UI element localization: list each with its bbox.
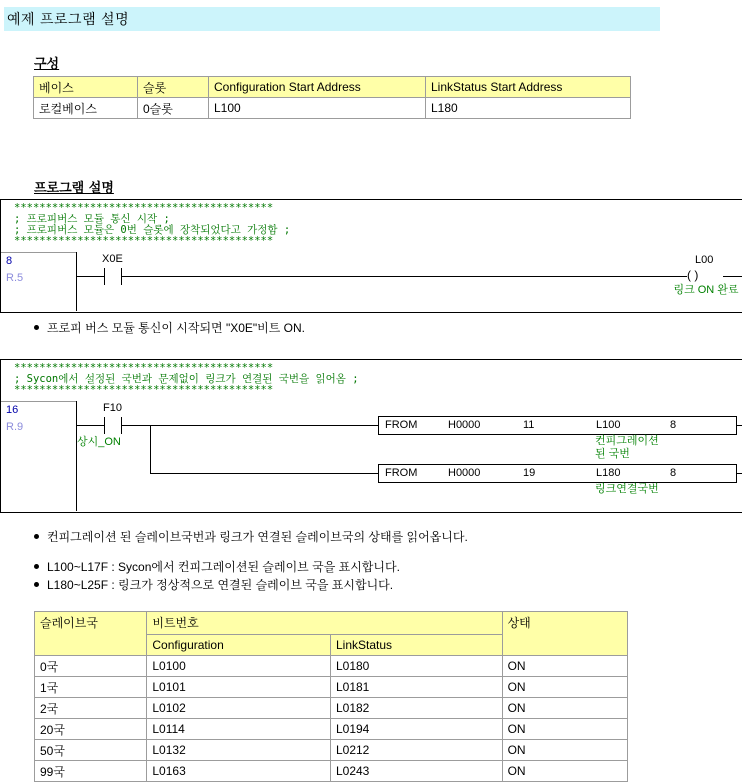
config-header-cell: Configuration Start Address (209, 77, 426, 98)
step-number: 8 (6, 255, 13, 267)
bullet-icon (34, 534, 39, 539)
bullet-icon (34, 582, 39, 587)
ladder-comment-1: ***************************************** ; 프로피버스 모듈 통신 시작 ; ; 프로피버스 모듈은 0번 슬롯에 장착되었다고 가정함 ; ***************************************** (14, 202, 291, 247)
contact-label: X0E (102, 253, 123, 265)
status-header-cell: 비트번호 (147, 612, 502, 635)
from-instruction-2: FROM H0000 19 L180 8 (378, 464, 737, 483)
config-cell: 로컬베이스 (34, 98, 138, 119)
coil-comment: 링크 ON 완료 (673, 284, 739, 296)
status-header-cell: 상태 (502, 612, 627, 656)
config-header-cell: LinkStatus Start Address (426, 77, 631, 98)
table-row: 20국 L0114 L0194 ON (35, 719, 628, 740)
note-2: 컨피그레이션 된 슬레이브국번과 링크가 연결된 슬레이브국의 상태를 읽어옵니다. (34, 528, 468, 545)
status-subheader-cell: LinkStatus (330, 635, 502, 656)
ladder-block-2 (0, 359, 742, 513)
contact-left-bar (104, 268, 105, 285)
status-header-cell: 슬레이브국 (35, 612, 147, 656)
contact-left-bar (104, 417, 105, 434)
table-row: 99국 L0163 L0243 ON (35, 761, 628, 782)
config-heading: 구성 (34, 57, 60, 72)
table-row: 50국 L0132 L0212 ON (35, 740, 628, 761)
table-row: 2국 L0102 L0182 ON (35, 698, 628, 719)
from-instruction-1: FROM H0000 11 L100 8 (378, 416, 737, 435)
note-4: L180~L25F : 링크가 정상적으로 연결된 슬레이브 국을 표시합니다. (34, 576, 393, 593)
status-subheader-cell: Configuration (147, 635, 331, 656)
page-title: 예제 프로그램 설명 (7, 12, 130, 28)
config-cell: L100 (209, 98, 426, 119)
config-header-cell: 슬롯 (138, 77, 209, 98)
config-row (34, 98, 631, 119)
table-row: 1국 L0101 L0181 ON (35, 677, 628, 698)
contact-comment: 상시_ON (77, 436, 121, 448)
step-ref: R.5 (6, 272, 24, 284)
config-header-row (34, 77, 631, 98)
coil-label: L00 (695, 254, 714, 266)
config-cell: 0슬롯 (138, 98, 209, 119)
bullet-icon (34, 325, 39, 330)
status-table (34, 611, 628, 782)
step-number: 16 (6, 404, 19, 416)
program-heading: 프로그램 설명 (34, 181, 114, 196)
status-header-row (35, 612, 628, 635)
note-1: 프로피 버스 모듈 통신이 시작되면 "X0E"비트 ON. (34, 319, 305, 336)
bullet-icon (34, 564, 39, 569)
from-comment-2: 링크연결국번 (595, 483, 659, 495)
note-3: L100~L17F : Sycon에서 컨피그레이션된 슬레이브 국을 표시합니다. (34, 558, 400, 575)
config-table (33, 76, 631, 119)
step-ref: R.9 (6, 421, 24, 433)
config-header-cell: 베이스 (34, 77, 138, 98)
contact-label: F10 (103, 402, 122, 414)
ladder-block-1 (0, 199, 742, 313)
ladder-comment-2: ***************************************** ; Sycon에서 설정된 국번과 문제없이 링크가 연결된 국번을 읽어옴 ; ***************************************** (14, 362, 359, 396)
table-row: 0국 L0100 L0180 ON (35, 656, 628, 677)
from-comment-1: 컨피그레이션된 국번 (595, 435, 659, 460)
config-cell: L180 (426, 98, 631, 119)
coil-symbol: ( ) (687, 268, 699, 282)
